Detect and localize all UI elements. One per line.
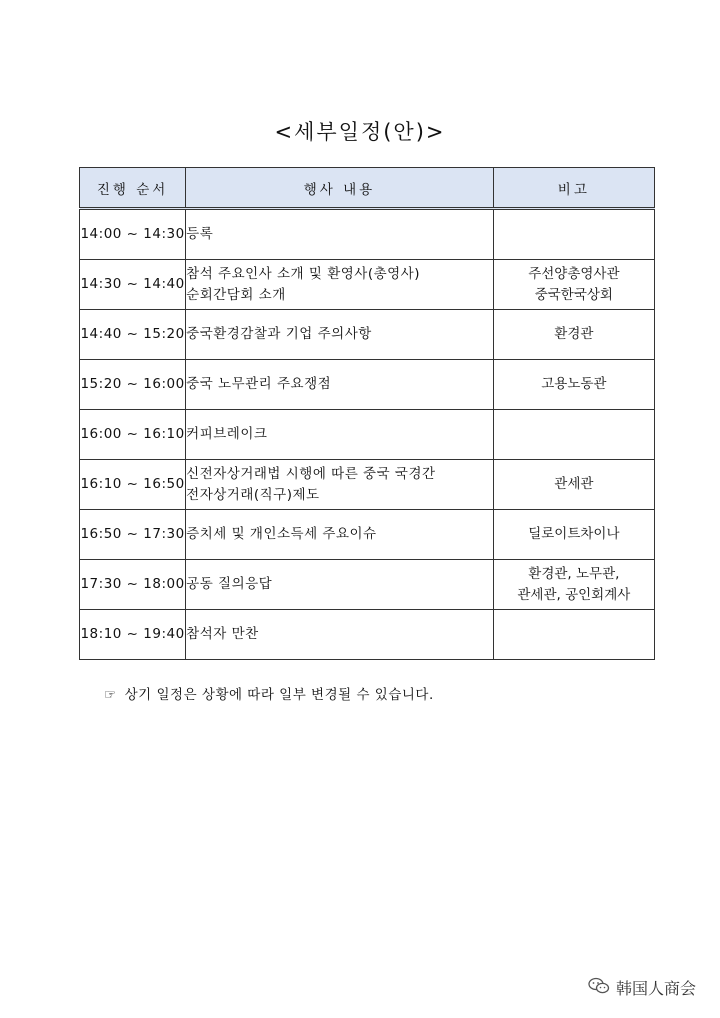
event-line: 공동 질의응답	[186, 576, 273, 592]
note-cell	[493, 510, 654, 560]
event-cell	[186, 209, 494, 260]
event-cell	[186, 360, 494, 410]
note-line: 딜로이트차이나	[528, 526, 620, 542]
wechat-icon	[588, 977, 610, 999]
event-cell	[186, 260, 494, 310]
event-cell	[186, 310, 494, 360]
time-cell: 17:30 ~ 18:00	[80, 560, 186, 610]
table-row	[80, 360, 655, 410]
note-line: 고용노동관	[541, 376, 607, 392]
event-line: 신전자상거래법 시행에 따른 중국 국경간	[186, 465, 436, 482]
watermark	[588, 976, 696, 999]
document-title: <세부일정(안)>	[274, 120, 446, 144]
time-cell: 14:30 ~ 14:40	[80, 260, 186, 310]
event-cell	[186, 610, 494, 660]
time-cell: 16:00 ~ 16:10	[80, 410, 186, 460]
note-cell	[493, 209, 654, 260]
time-cell: 14:40 ~ 15:20	[80, 310, 186, 360]
footnote	[104, 683, 434, 703]
event-line: 참석 주요인사 소개 및 환영사(총영사)	[186, 265, 420, 282]
table-row	[80, 510, 655, 560]
event-line: 증치세 및 개인소득세 주요이슈	[186, 526, 377, 542]
time-cell: 15:20 ~ 16:00	[80, 360, 186, 410]
schedule-table	[79, 167, 655, 660]
pointing-hand-icon: ☞	[104, 687, 117, 703]
table-row	[80, 260, 655, 310]
event-line: 등록	[186, 226, 214, 242]
event-line: 중국환경감찰과 기업 주의사항	[186, 326, 372, 342]
note-cell	[493, 310, 654, 360]
event-cell	[186, 560, 494, 610]
note-cell	[493, 560, 654, 610]
note-cell	[493, 410, 654, 460]
event-cell	[186, 410, 494, 460]
time-cell: 14:00 ~ 14:30	[80, 209, 186, 260]
schedule-body	[80, 209, 655, 660]
event-line: 커피브레이크	[186, 426, 268, 442]
note-cell	[493, 610, 654, 660]
time-cell: 16:50 ~ 17:30	[80, 510, 186, 560]
footnote-text: 상기 일정은 상황에 따라 일부 변경될 수 있습니다.	[124, 687, 434, 703]
event-line: 순회간담회 소개	[186, 286, 286, 303]
event-line: 참석자 만찬	[186, 626, 259, 642]
note-cell	[493, 460, 654, 510]
table-header-row	[80, 168, 655, 209]
header-content: 행사 내용	[186, 168, 494, 209]
time-cell: 16:10 ~ 16:50	[80, 460, 186, 510]
watermark-text: 韩国人商会	[615, 979, 696, 998]
table-row	[80, 209, 655, 260]
note-line: 관세관, 공인회계사	[517, 586, 631, 603]
header-note: 비고	[493, 168, 654, 209]
note-line: 관세관	[554, 476, 594, 492]
event-cell	[186, 510, 494, 560]
event-cell	[186, 460, 494, 510]
note-line: 중국한국상회	[534, 286, 613, 303]
note-cell	[493, 260, 654, 310]
table-row	[80, 310, 655, 360]
event-line: 전자상거래(직구)제도	[186, 486, 320, 503]
table-row	[80, 560, 655, 610]
event-line: 중국 노무관리 주요쟁점	[186, 376, 332, 392]
header-order: 진행 순서	[80, 168, 186, 209]
note-line: 주선양총영사관	[528, 265, 620, 282]
table-row	[80, 410, 655, 460]
note-cell	[493, 360, 654, 410]
time-cell: 18:10 ~ 19:40	[80, 610, 186, 660]
table-row	[80, 610, 655, 660]
table-row	[80, 460, 655, 510]
note-line: 환경관, 노무관,	[528, 565, 620, 582]
note-line: 환경관	[554, 326, 594, 342]
